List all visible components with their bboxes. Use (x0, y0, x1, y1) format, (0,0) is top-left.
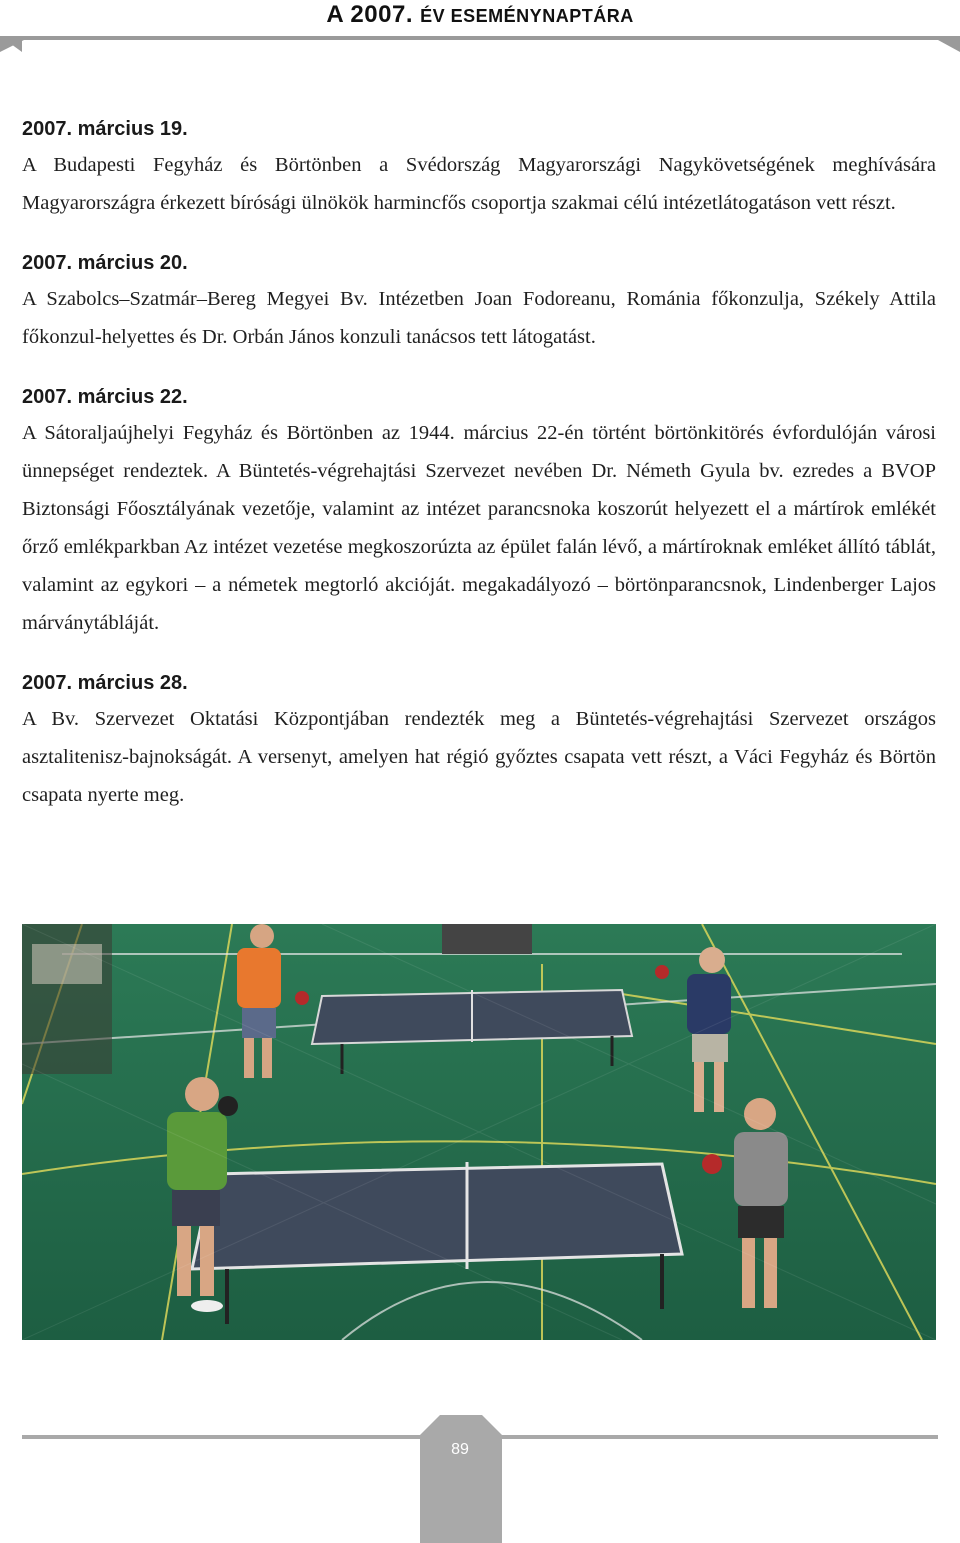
entry-text: A Szabolcs–Szatmár–Bereg Megyei Bv. Intézetben Joan Fodoreanu, Románia főkonzulja, Székely Attila főkonzul-helyettes és Dr. Orbán János konzuli tanácsos tett látogatást. (22, 288, 936, 348)
entry-date: 2007. március 28. (22, 672, 188, 694)
footer-rule (0, 1408, 960, 1543)
entry-text: A Bv. Szervezet Oktatási Központjában rendezték meg a Büntetés-végrehajtási Szervezet országos asztalitenisz-bajnokságát. A versenyt, amelyen hat régió győztes csapata vett részt, a Váci Fegyház és Börtön csapata nyerte meg. (22, 708, 936, 806)
calendar-entry (22, 670, 936, 814)
header-rule (0, 0, 960, 60)
entry-date: 2007. március 20. (22, 252, 188, 274)
header-subtitle: ÉV ESEMÉNYNAPTÁRA (420, 6, 634, 26)
entry-text: A Sátoraljaújhelyi Fegyház és Börtönben az 1944. március 22-én történt börtönkitörés évfordulóján városi ünnepséget rendeztek. A Büntetés-végrehajtási Szervezet nevében Dr. Németh Gyula bv. ezredes a BVOP Biztonsági Főosztályának vezetője, valamint az intézet parancsnoka koszorút helyezett el a mártírok emlékét őrző emlékparkban Az intézet vezetése megkoszorúzta az épület falán lévő, a mártíroknak emléket állító táblát, valamint az egykori – a németek megtorló akcióját. megakadályozó – börtönparancsnok, Lindenberger Lajos márványtábláját. (22, 422, 936, 634)
calendar-entry (22, 116, 936, 222)
calendar-content (22, 116, 936, 842)
header-year: A 2007. (326, 1, 413, 28)
entry-date: 2007. március 19. (22, 118, 188, 140)
photo-illustration (22, 924, 936, 1340)
calendar-entry (22, 384, 936, 642)
table-tennis-photo (22, 924, 936, 1340)
entry-date: 2007. március 22. (22, 386, 188, 408)
entry-text: A Budapesti Fegyház és Börtönben a Svédország Magyarországi Nagykövetségének meghívására Magyarországra érkezett bírósági ülnökök harmincfős csoportja szakmai célú intézetlátogatáson vett részt. (22, 154, 936, 214)
page-number: 89 (451, 1441, 469, 1458)
calendar-entry (22, 250, 936, 356)
